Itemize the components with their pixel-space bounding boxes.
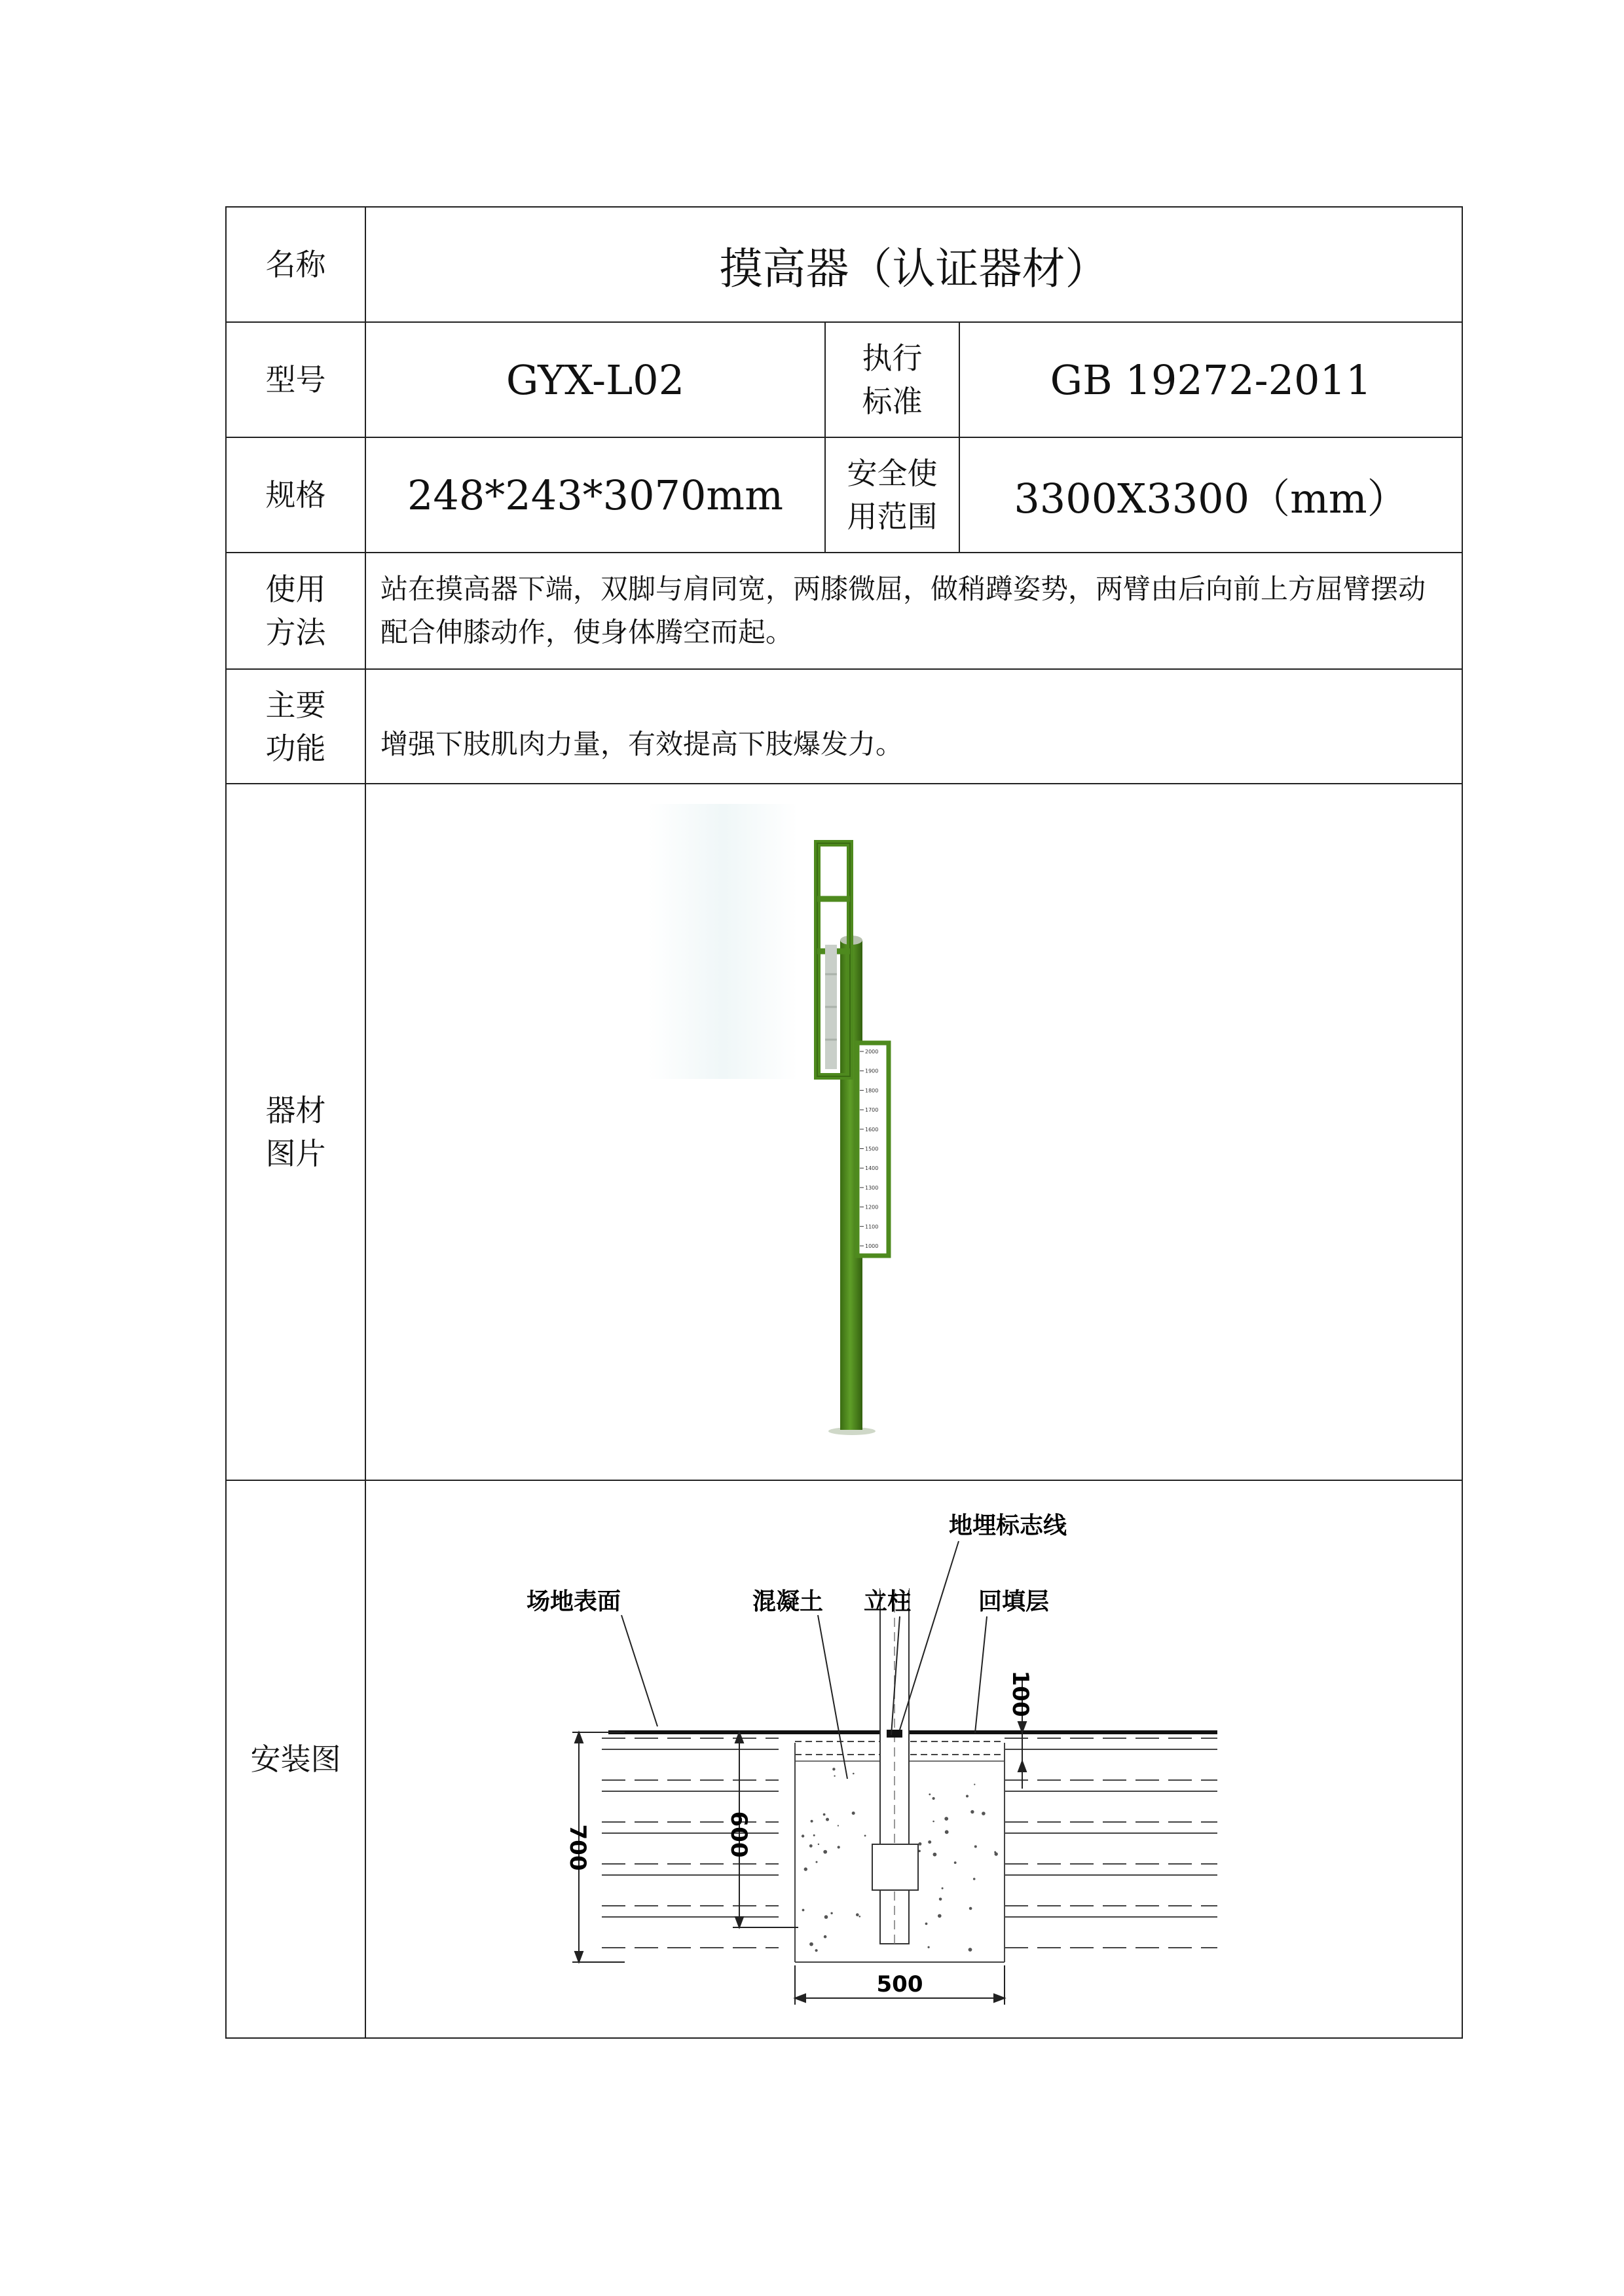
dim-700: 700 <box>564 1824 591 1871</box>
spec-value: 248*243*3070mm <box>365 437 825 553</box>
concrete-speckle <box>928 1840 931 1844</box>
scale-mark-label: 1600 <box>865 1126 879 1133</box>
post-section <box>872 1589 918 1944</box>
name-row <box>226 207 1462 322</box>
callout-concrete: 混凝土 <box>752 1588 824 1615</box>
scale-mark-label: 1400 <box>865 1165 879 1172</box>
standard-label-line1: 执行 <box>862 340 923 376</box>
concrete-speckle <box>974 1846 977 1848</box>
scale-mark-label: 1300 <box>865 1184 879 1191</box>
concrete-speckle <box>809 1942 813 1946</box>
usage-text: 站在摸高器下端，双脚与肩同宽，两膝微屈，做稍蹲姿势，两臂由后向前上方屈臂摆动配合伸膝动作，使身体腾空而起。 <box>365 553 1462 669</box>
equipment-illustration <box>366 784 1460 1480</box>
callout-leaders <box>621 1541 987 1779</box>
concrete-speckle <box>925 1923 928 1925</box>
dim-100: 100 <box>1007 1670 1033 1717</box>
model-label: 型号 <box>226 322 365 437</box>
concrete-speckle <box>973 1878 976 1880</box>
concrete-speckle <box>938 1914 942 1918</box>
concrete-speckle <box>929 1793 931 1795</box>
usage-label-line1: 使用 <box>265 572 326 607</box>
installation-diagram <box>366 1481 1460 2037</box>
concrete-speckle <box>954 1861 957 1864</box>
concrete-speckle <box>966 1795 969 1798</box>
concrete-speckle <box>918 1842 921 1846</box>
concrete-speckle <box>928 1946 930 1948</box>
concrete-speckle <box>809 1844 813 1848</box>
name-label: 名称 <box>226 207 365 322</box>
equipment-name: 摸高器（认证器材） <box>365 207 1462 322</box>
spec-row <box>226 437 1462 553</box>
scale-mark-label: 1900 <box>865 1068 879 1074</box>
equipment-spec-table <box>225 206 1463 2039</box>
install-label: 安装图 <box>226 1480 365 2038</box>
scale-mark-label: 1200 <box>865 1204 879 1211</box>
concrete-speckle <box>838 1825 839 1827</box>
scale-mark-label: 1700 <box>865 1107 879 1114</box>
callout-post: 立柱 <box>864 1588 912 1615</box>
concrete-speckle <box>995 1852 998 1855</box>
function-label-line1: 主要 <box>265 687 326 723</box>
scale-mark-label: 1000 <box>865 1243 879 1249</box>
scale-mark-label: 1100 <box>865 1224 879 1230</box>
picture-label <box>226 784 365 1480</box>
safe-range-label <box>825 437 959 553</box>
callout-marker-line: 地埋标志线 <box>949 1512 1067 1539</box>
concrete-speckle <box>970 1810 974 1813</box>
concrete-speckle <box>826 1818 829 1821</box>
concrete-speckle <box>830 1912 832 1914</box>
concrete-speckle <box>933 1853 937 1857</box>
concrete-speckle <box>982 1812 986 1815</box>
concrete-speckle <box>944 1817 948 1821</box>
concrete-speckle <box>824 1935 827 1939</box>
concrete-speckle <box>864 1835 866 1837</box>
concrete-speckle <box>818 1844 819 1845</box>
spec-label: 规格 <box>226 437 365 553</box>
concrete-speckle <box>859 1916 861 1918</box>
scale-mark-label: 2000 <box>865 1049 879 1055</box>
concrete-speckle <box>816 1861 818 1863</box>
standard-label-line2: 标准 <box>862 384 923 419</box>
model-value: GYX-L02 <box>365 322 825 437</box>
function-label-line2: 功能 <box>265 730 326 766</box>
height-scale-board <box>857 1043 889 1256</box>
concrete-speckle <box>945 1830 949 1834</box>
concrete-speckle <box>802 1909 805 1912</box>
picture-cell <box>365 784 1462 1480</box>
install-row <box>226 1480 1462 2038</box>
safe-range-value: 3300X3300（mm） <box>959 437 1462 553</box>
concrete-speckle <box>824 1915 828 1919</box>
function-text: 增强下肢肌肉力量，有效提高下肢爆发力。 <box>365 669 1462 784</box>
picture-row <box>226 784 1462 1480</box>
usage-label <box>226 553 365 669</box>
concrete-speckle <box>811 1820 813 1823</box>
callout-ground-surface: 场地表面 <box>526 1588 621 1615</box>
concrete-speckle <box>815 1949 818 1952</box>
safe-range-label-line1: 安全使 <box>847 456 938 491</box>
function-label <box>226 669 365 784</box>
concrete-speckle <box>838 1846 840 1848</box>
concrete-speckle <box>852 1812 855 1815</box>
concrete-speckle <box>804 1867 807 1870</box>
standard-label <box>825 322 959 437</box>
function-row <box>226 669 1462 784</box>
concrete-speckle <box>932 1821 934 1823</box>
concrete-speckle <box>939 1898 942 1901</box>
usage-row <box>226 553 1462 669</box>
safe-range-label-line2: 用范围 <box>847 499 938 534</box>
scale-mark-label: 1800 <box>865 1087 879 1094</box>
concrete-speckle <box>823 1813 826 1816</box>
install-cell <box>365 1480 1462 2038</box>
concrete-speckle <box>832 1768 835 1770</box>
concrete-speckle <box>969 1907 972 1910</box>
concrete-speckle <box>853 1773 855 1775</box>
model-row <box>226 322 1462 437</box>
usage-label-line2: 方法 <box>265 615 326 650</box>
dim-600: 600 <box>726 1811 752 1858</box>
scale-mark-label: 1500 <box>865 1146 879 1152</box>
standard-value: GB 19272-2011 <box>959 322 1462 437</box>
picture-label-line1: 器材 <box>265 1093 326 1128</box>
concrete-speckle <box>969 1948 972 1952</box>
concrete-speckle <box>974 1784 975 1785</box>
callout-backfill: 回填层 <box>978 1588 1050 1615</box>
picture-label-line2: 图片 <box>265 1136 326 1171</box>
concrete-speckle <box>942 1887 944 1889</box>
concrete-speckle <box>834 1776 835 1777</box>
dim-500: 500 <box>876 1971 923 1997</box>
concrete-speckle <box>932 1797 935 1800</box>
concrete-speckle <box>802 1834 804 1837</box>
concrete-speckle <box>813 1834 815 1836</box>
concrete-speckle <box>856 1913 859 1916</box>
dimension-lines <box>572 1677 1026 2005</box>
concrete-speckle <box>823 1850 827 1854</box>
